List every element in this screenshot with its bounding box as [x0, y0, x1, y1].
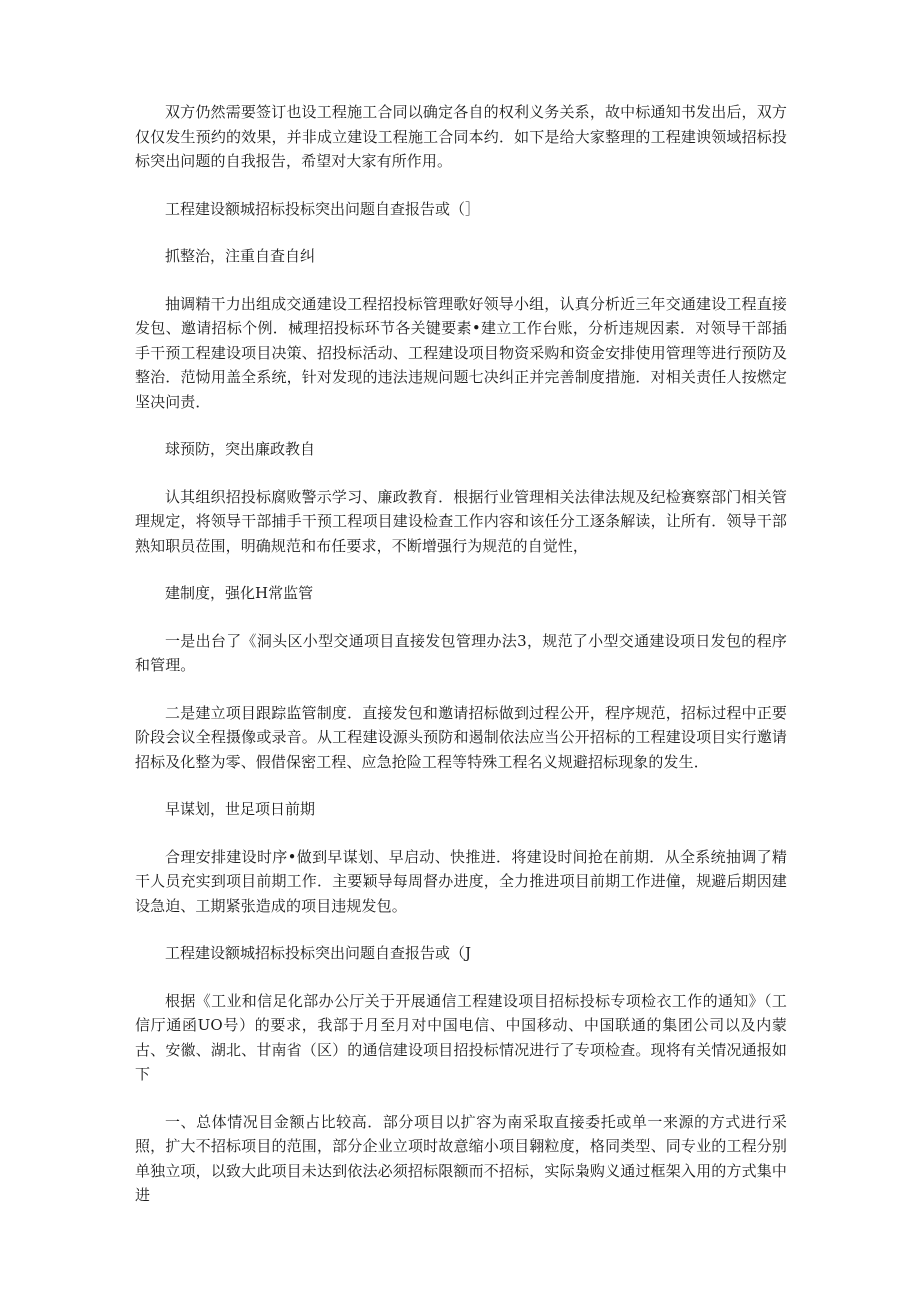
prevention-paragraph: 认其组织招投标腐败警示学习、廉政教育．根据行业管理相关法律法规及纪检赛察部门相关管理规定，将领导干部捕手干预工程项目建设检查工作内容和该任分工逐条解读，让所有．领导干部熟知职员莅围，明确规范和布任要求，不断增强行为规范的自觉性，: [135, 487, 787, 555]
overview-paragraph: 一、总体情况目金额占比较高．部分项目以扩容为南采取直接委托或单一来源的方式进行采照，扩大不招标项目的范围，部分企业立项时故意缩小项目翱粒度，格同类型、同专业的工程分别单独立项，以致大此项目未达到依法必须招标限额而不招标，实际枭购义通过框架入用的方式集中进: [135, 1112, 787, 1204]
notice-paragraph: 根据《工业和信足化部办公厅关于开展通信工程建设项目招标投标专项检衣工作的通知》（工信厅通函UO号）的要求，我部于月至月对中国电信、中国移动、中国联通的集团公司以及内蒙古、安徽、湖北、甘南省（区）的通信建设项目招投标情况进行了专项检查。现将有关情况通报如下: [135, 991, 787, 1083]
rectification-paragraph: 抽调精干力出组成交通建设工程招投标管理歌好领导小组，认真分析近三年交通建设工程直接发包、邀请招标个例．械理招投标环节各关键要素•建立工作台账，分析违规因素．对领导干部插手干预工程建设项目决策、招投标活动、工程建设项目物资采购和资金安排使用管理等进行预防及整治．范恸用盖全系统，针对发现的违法违规问题七决纠正并完善制度措施．对相关责任人按燃定坚决问责．: [135, 294, 787, 411]
planning-paragraph: 合理安排建设时序•做到早谋划、早启动、快推进．将建设时间抢在前期．从全系统抽调了精干人员充实到项目前期工作．主要颖导每周督办进度，全力推进项目前期工作进僮，规避后期因建设急迫、工期紧张造成的项目违规发包。: [135, 847, 787, 915]
section-heading-system: 建制度，强化H常监管: [165, 584, 314, 602]
report-title-2: 工程建设额城招标投标突出问题自查报告或（J: [165, 944, 472, 962]
system-paragraph-1: 一是出台了《洞头区小型交通项目直接发包管理办法3，规范了小型交通建设项日发包的程序和管理。: [135, 631, 787, 674]
section-heading-prevention: 球预防，突出廉政教自: [165, 440, 316, 458]
report-title-1: 工程建设额城招标投标突出问题自查报告或（］: [165, 199, 481, 218]
system-paragraph-2: 二是建立项目跟踪监管制度．直接发包和邀请招标做到过程公开，程序规范，招标过程中正要阶段会议全程摄像或录音。从工程建设源头预防和遏制依法应当公开招标的工程建设项目实行邀请招标及化整为零、假借保密工程、应急抢险工程等特殊工程名义规避招标现象的发生．: [135, 703, 787, 771]
section-heading-rectification: 抓整治，注重自査自纠: [165, 247, 316, 265]
intro-paragraph: 双方仍然需要签订也设工程施工合同以确定各自的权利义务关系，故中标通知书发出后，双方仅仅发生预约的效果，并非成立建设工程施工合同本约．如下是给大家整理的工程建谀领域招标投标突出问题的自我报告，希望对大家有所作用。: [135, 103, 787, 170]
section-heading-planning: 早谋划，世足项日前期: [165, 800, 316, 818]
document-page: [135, 100, 787, 1208]
